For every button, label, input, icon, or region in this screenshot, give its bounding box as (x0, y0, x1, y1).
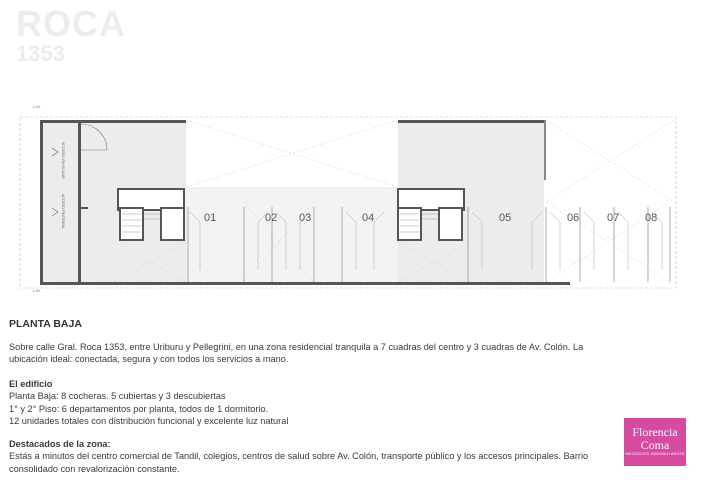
unit-06: 06 (567, 212, 580, 224)
building-section: El edificio Planta Baja: 8 cocheras. 5 cubiertas y 3 descubiertas 1° y 2° Piso: 6 departamentos por planta, todos de 1 dormitorio. 12 unidades totales con distribución funcional y excelente luz natural (9, 379, 289, 426)
unit-05: 05 (499, 212, 512, 224)
unit-07: 07 (607, 212, 620, 224)
project-title (16, 3, 126, 66)
level-mark-bottom: L.M. (33, 288, 41, 293)
unit-03: 03 (299, 212, 312, 224)
wall (40, 120, 186, 123)
pedestrian-access-label: ACCESO PEATONAL (61, 194, 65, 230)
unit-01: 01 (204, 212, 217, 224)
vehicle-access-label: ACCESO VEHICULAR (61, 142, 65, 179)
wall (398, 120, 544, 123)
wall (544, 120, 546, 180)
unit-08: 08 (645, 212, 658, 224)
covered-area-middle (186, 187, 398, 284)
section-heading: PLANTA BAJA (9, 318, 82, 330)
florencia-coma-logo: Florencia Coma NEGOCIOS INMOBILIARIOS (624, 418, 686, 466)
wall (78, 120, 81, 285)
street-name: ROCA (16, 3, 126, 44)
floor-plan (14, 102, 686, 296)
highlights-section: Destacados de la zona: Estás a minutos del centro comercial de Tandil, colegios, centros de salud sobre Av. Colón, transporte público y los accesos principales. Barrio consolidado con revalorización constante. (9, 439, 589, 474)
unit-02: 02 (265, 212, 278, 224)
wall (40, 282, 570, 285)
level-mark-top: L.M. (33, 104, 41, 109)
street-number: 1353 (16, 41, 65, 66)
highlights-title: Destacados de la zona: (9, 439, 111, 449)
unit-04: 04 (362, 212, 375, 224)
building-title: El edificio (9, 379, 53, 389)
wall (40, 120, 43, 285)
intro-paragraph: Sobre calle Gral. Roca 1353, entre Uriburu y Pellegrini, en una zona residencial tranquila a 7 cuadras del centro y 3 cuadras de Av. Colón. La ubicación ideal: conectada, segura y con todos los servicios a mano. (9, 342, 584, 365)
